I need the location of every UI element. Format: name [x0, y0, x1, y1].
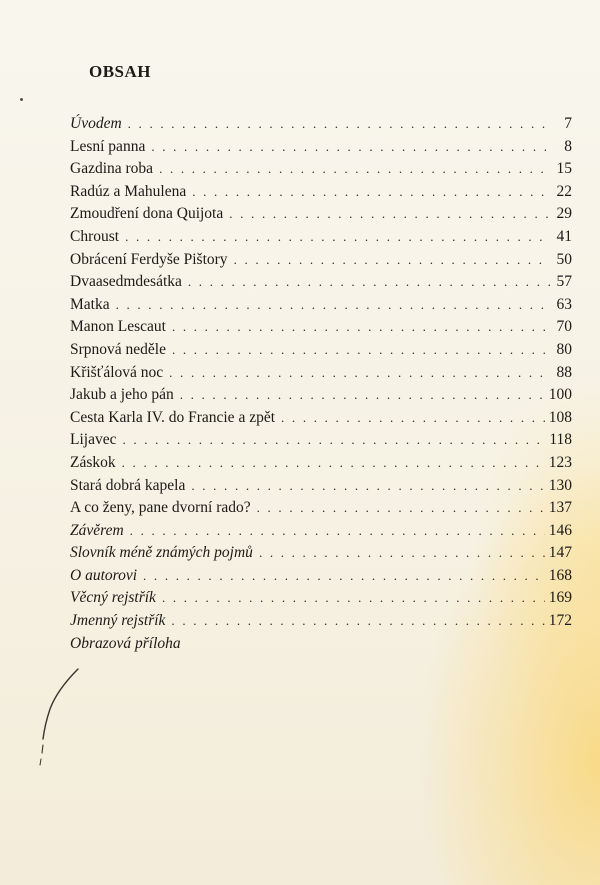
pen-stroke	[40, 759, 41, 765]
dot-leader	[128, 113, 550, 136]
toc-entry-page: 50	[556, 250, 572, 268]
toc-entry	[70, 407, 572, 430]
table-of-contents	[70, 113, 572, 655]
toc-entry-title: Gazdina roba	[70, 160, 154, 178]
toc-entry	[70, 158, 572, 181]
toc-entry	[70, 294, 572, 317]
toc-entry	[70, 587, 572, 610]
dot-leader	[162, 587, 545, 610]
dot-leader	[192, 181, 550, 204]
toc-entry	[70, 203, 572, 226]
dot-leader	[171, 610, 544, 633]
toc-entry	[70, 520, 572, 543]
toc-entry-page: 130	[548, 476, 572, 494]
toc-entry-title: Slovník méně známých pojmů	[70, 544, 253, 562]
toc-entry-title: Věcný rejstřík	[70, 589, 156, 607]
toc-entry	[70, 497, 572, 520]
toc-entry-page: 88	[556, 363, 572, 381]
pen-stroke	[43, 669, 78, 739]
toc-entry-page: 100	[548, 386, 572, 404]
toc-entry	[70, 113, 572, 136]
pen-mark	[30, 665, 90, 775]
toc-entry-page: 57	[556, 273, 572, 291]
toc-entry-title: Chroust	[70, 227, 120, 245]
toc-entry-title: Křišťálová noc	[70, 363, 164, 381]
toc-entry-title: Manon Lescaut	[70, 318, 166, 336]
toc-entry-page: 70	[556, 318, 572, 336]
toc-entry-title: Zmoudření dona Quijota	[70, 205, 224, 223]
toc-entry-page: 63	[556, 295, 572, 313]
dot-leader	[125, 226, 550, 249]
toc-entry-title: Radúz a Mahulena	[70, 182, 187, 200]
toc-entry-title: Záskok	[70, 453, 116, 471]
toc-entry	[70, 384, 572, 407]
dot-leader	[116, 294, 550, 317]
toc-entry	[70, 249, 572, 272]
toc-entry-title: Srpnová neděle	[70, 340, 166, 358]
toc-entry-title: O autorovi	[70, 566, 138, 584]
toc-entry-page: 22	[556, 182, 572, 200]
toc-entry	[70, 226, 572, 249]
toc-entry	[70, 362, 572, 385]
pen-stroke	[42, 745, 43, 753]
dot-leader	[172, 339, 550, 362]
toc-entry	[70, 339, 572, 362]
toc-entry-page: 15	[556, 160, 572, 178]
toc-entry-page: 146	[548, 521, 572, 539]
dot-leader	[180, 384, 545, 407]
dot-leader	[191, 475, 544, 498]
toc-entry	[70, 610, 572, 633]
dot-leader	[172, 316, 550, 339]
toc-entry-title: Matka	[70, 295, 110, 313]
toc-entry	[70, 542, 572, 565]
toc-entry	[70, 316, 572, 339]
toc-entry-title: Obrazová příloha	[70, 634, 181, 652]
toc-entry-title: Dvaasedmdesátka	[70, 273, 182, 291]
paper-speck	[20, 98, 23, 101]
toc-entry-page: 172	[548, 612, 572, 630]
dot-leader	[281, 407, 545, 430]
dot-leader	[122, 429, 545, 452]
toc-entry-title: Obrácení Ferdyše Pištory	[70, 250, 228, 268]
dot-leader	[130, 520, 545, 543]
dot-leader	[122, 452, 545, 475]
dot-leader	[234, 249, 550, 272]
toc-entry	[70, 429, 572, 452]
toc-entry-title: Závěrem	[70, 521, 124, 539]
toc-entry-page: 169	[548, 589, 572, 607]
toc-entry-title: A co ženy, pane dvorní rado?	[70, 499, 251, 517]
toc-entry-page: 123	[548, 453, 572, 471]
toc-entry-page: 108	[548, 408, 572, 426]
toc-entry	[70, 565, 572, 588]
toc-entry-page: 147	[548, 544, 572, 562]
toc-entry-title: Stará dobrá kapela	[70, 476, 186, 494]
toc-entry-title: Lijavec	[70, 431, 117, 449]
toc-entry-page: 168	[548, 566, 572, 584]
dot-leader	[259, 542, 545, 565]
toc-entry-page: 118	[549, 431, 572, 449]
toc-entry-title: Jmenný rejstřík	[70, 612, 166, 630]
toc-entry	[70, 633, 572, 656]
toc-entry-page: 7	[564, 115, 572, 132]
toc-entry	[70, 475, 572, 498]
toc-entry-page: 137	[548, 499, 572, 517]
toc-entry	[70, 452, 572, 475]
dot-leader	[229, 203, 550, 226]
dot-leader	[257, 497, 545, 520]
toc-entry-page: 80	[556, 340, 572, 358]
toc-entry	[70, 271, 572, 294]
toc-entry-title: Cesta Karla IV. do Francie a zpět	[70, 408, 276, 426]
toc-entry	[70, 181, 572, 204]
toc-entry	[70, 136, 572, 159]
dot-leader	[169, 362, 550, 385]
dot-leader	[143, 565, 545, 588]
toc-entry-page: 41	[556, 227, 572, 245]
dot-leader	[188, 271, 550, 294]
toc-entry-page: 8	[564, 137, 572, 155]
toc-entry-title: Jakub a jeho pán	[70, 386, 174, 404]
dot-leader	[151, 136, 550, 159]
toc-entry-title: Lesní panna	[70, 137, 146, 155]
page-title: OBSAH	[89, 62, 152, 81]
toc-entry-page: 29	[556, 205, 572, 223]
dot-leader	[159, 158, 550, 181]
toc-entry-title: Úvodem	[70, 115, 122, 132]
